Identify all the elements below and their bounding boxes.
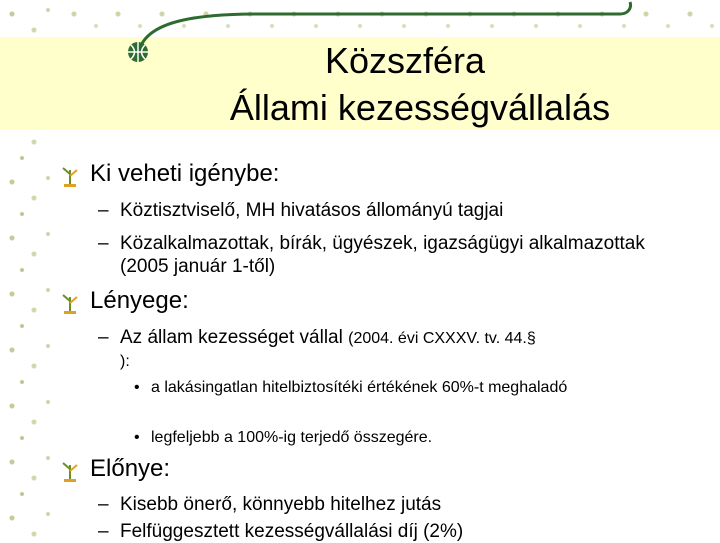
- globe-grid-icon: [128, 42, 148, 62]
- dash-marker: –: [98, 494, 109, 515]
- section-heading: Ki veheti igénybe:: [90, 160, 280, 187]
- sprout-bullet-icon: [60, 164, 80, 188]
- section-heading: Előnye:: [90, 455, 171, 482]
- list-item-text: Kisebb önerő, könnyebb hitelhez jutás: [120, 494, 442, 515]
- sprout-bullet-icon: [60, 291, 80, 315]
- dot-marker: •: [134, 379, 140, 396]
- list-item-main: Az állam kezességet vállal: [120, 327, 343, 348]
- section-heading: Lényege:: [90, 287, 189, 314]
- list-item-text: [120, 326, 700, 350]
- list-item-text: Közalkalmazottak, bírák, ügyészek, igazságügyi alkalmazottak (2005 január 1-től): [120, 233, 645, 277]
- list-item-text: Köztisztviselő, MH hivatásos állományú tagjai: [120, 200, 504, 221]
- sub-list-item-text: a lakásingatlan hitelbiztosítéki értékének 60%-t meghaladó: [151, 379, 568, 396]
- dash-marker: –: [98, 233, 109, 254]
- slide-title-line1: Közszféra: [324, 40, 486, 81]
- law-reference: (2004. évi CXXXV. tv. 44.§: [348, 330, 536, 347]
- slide-title-line2: Állami kezességvállalás: [229, 87, 611, 128]
- dash-marker: –: [98, 521, 109, 542]
- sub-list-item-text: legfeljebb a 100%-ig terjedő összegére.: [151, 429, 433, 446]
- dot-marker: •: [134, 429, 140, 446]
- list-item-text: Felfüggesztett kezességvállalási díj (2%): [120, 521, 464, 542]
- law-reference-end: ):: [120, 353, 130, 370]
- dash-marker: –: [98, 327, 109, 348]
- sprout-bullet-icon: [60, 459, 80, 483]
- dash-marker: –: [98, 200, 109, 221]
